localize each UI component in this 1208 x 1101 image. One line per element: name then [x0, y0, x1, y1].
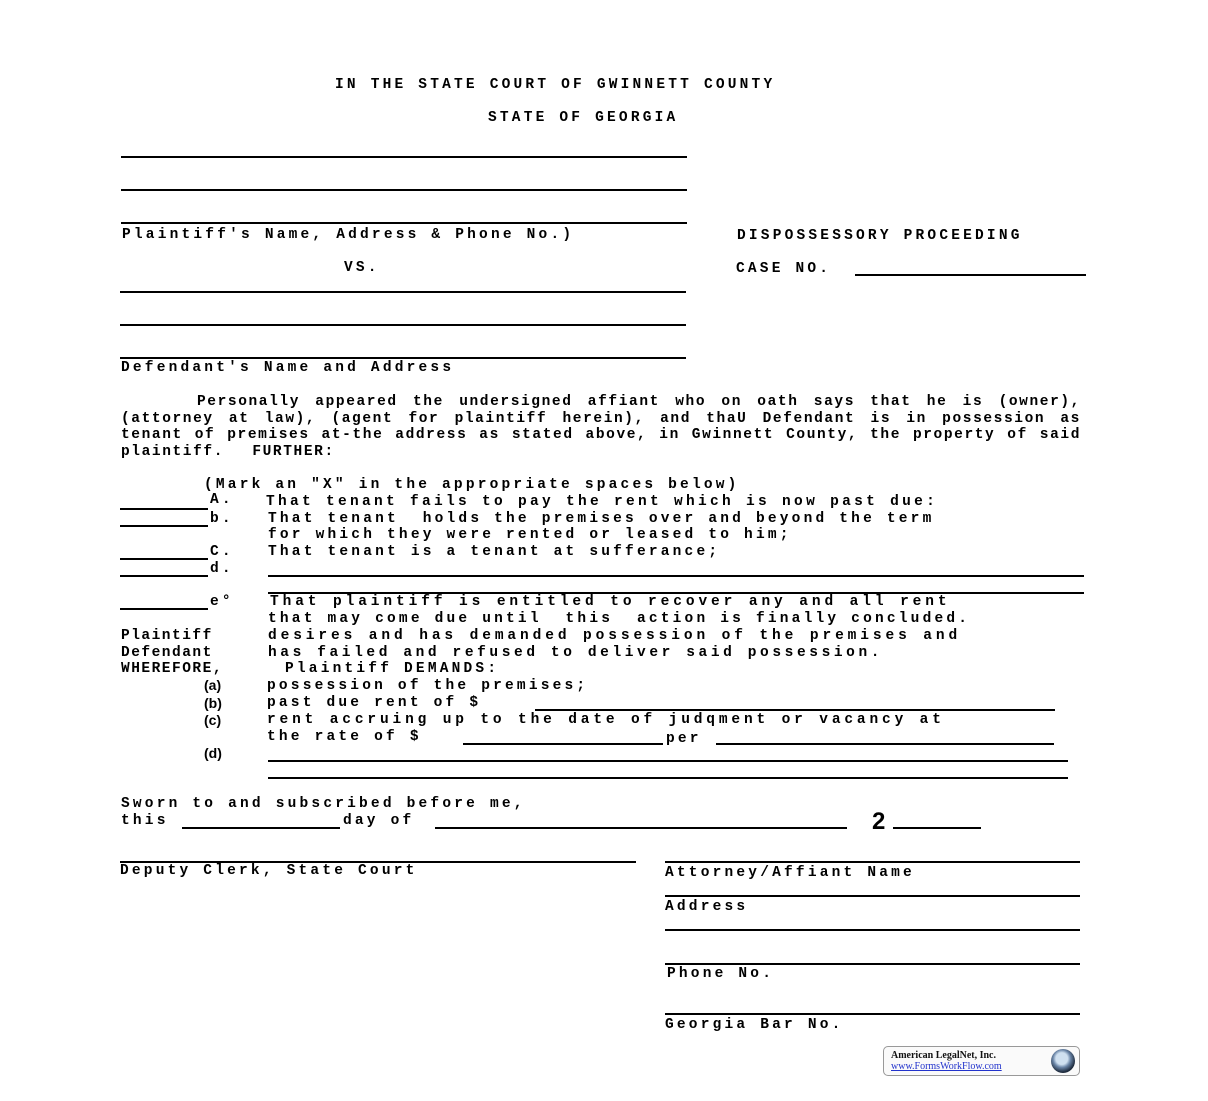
- clerk-label: Deputy Clerk, State Court: [120, 863, 418, 879]
- defendant-word: Defendant: [121, 645, 213, 661]
- option-e-text-1: That plaintiff is entitled to recover any and all rent: [270, 594, 951, 610]
- demands-label: Plaintiff DEMANDS:: [285, 661, 500, 677]
- demand-c-rate-text: the rate of $: [267, 729, 422, 745]
- rate-amount-field[interactable]: [463, 743, 663, 745]
- state-title: STATE OF GEORGIA: [488, 110, 679, 126]
- case-no-field[interactable]: [855, 274, 1086, 276]
- wherefore-label: WHEREFORE,: [121, 661, 224, 677]
- demand-d-label: (d): [204, 745, 222, 761]
- logo-url-link[interactable]: www.FormsWorkFlow.com: [891, 1061, 1002, 1072]
- demand-d-field-1[interactable]: [268, 760, 1068, 762]
- defendant-line-1[interactable]: [120, 291, 686, 293]
- address-label: Address: [665, 899, 749, 915]
- logo-company: American LegalNet, Inc.: [891, 1050, 996, 1061]
- checkbox-line-e[interactable]: [120, 608, 208, 610]
- vs-label: VS.: [344, 260, 380, 276]
- plaintiff-label: Plaintiff's Name, Address & Phone No.): [122, 227, 575, 243]
- affidavit-paragraph: [121, 394, 1081, 461]
- year-field[interactable]: [893, 827, 981, 829]
- demand-b-text: past due rent of $: [267, 695, 482, 711]
- month-field[interactable]: [435, 827, 847, 829]
- demand-c-label: (c): [204, 712, 222, 728]
- attorney-name-label: Attorney/Affiant Name: [665, 865, 915, 881]
- defendant-label: Defendant's Name and Address: [121, 360, 455, 376]
- plaintiff-desires-text: desires and has demanded possession of the premises and: [268, 628, 962, 644]
- demand-a-label: (a): [204, 677, 222, 693]
- address-line-1[interactable]: [665, 895, 1080, 897]
- checkbox-line-d[interactable]: [120, 575, 208, 577]
- affidavit-text: Personally appeared the undersigned affiant who on oath says that he is (owner), (attorney at law), (agent for plaintiff herein), and thaU Defendant is in possession as tenant of premises at-the address as stated above, in Gwinnett County, the property of said plaintiff.: [121, 394, 1081, 461]
- legalnet-logo[interactable]: [883, 1046, 1080, 1076]
- phone-line[interactable]: [665, 963, 1080, 965]
- demand-d-field-2[interactable]: [268, 777, 1068, 779]
- option-b-text-2: for which they were rented or leased to him;: [268, 527, 792, 543]
- per-label: per: [666, 731, 702, 747]
- option-a-letter: A.: [210, 492, 234, 508]
- year-prefix: 2: [872, 808, 889, 835]
- instruction-text: (Mark an "X" in the appropriate spaces below): [204, 477, 740, 493]
- sworn-text: Sworn to and subscribed before me,: [121, 796, 526, 812]
- checkbox-line-c[interactable]: [120, 558, 208, 560]
- plaintiff-line-2[interactable]: [121, 189, 687, 191]
- case-no-label: CASE NO.: [736, 261, 832, 277]
- option-e-letter: e°: [210, 594, 234, 610]
- attorney-name-line[interactable]: [665, 861, 1080, 863]
- option-d-letter: d.: [210, 561, 234, 577]
- option-a-text: That tenant fails to pay the rent which is now past due:: [266, 494, 939, 510]
- option-d-field-1[interactable]: [268, 575, 1084, 577]
- bar-no-label: Georgia Bar No.: [665, 1017, 844, 1033]
- day-of-label: day of: [343, 813, 415, 829]
- checkbox-line-a[interactable]: [120, 508, 208, 510]
- defendant-line-3[interactable]: [120, 357, 686, 359]
- option-c-letter: C.: [210, 544, 234, 560]
- this-label: this: [121, 813, 169, 829]
- option-b-text-1: That tenant holds the premises over and beyond the term: [268, 511, 935, 527]
- globe-icon: [1051, 1049, 1075, 1073]
- plaintiff-word: Plaintiff: [121, 628, 213, 644]
- court-title: IN THE STATE COURT OF GWINNETT COUNTY: [335, 77, 776, 93]
- dispossessory-title: DISPOSSESSORY PROCEEDING: [737, 228, 1023, 244]
- option-e-text-2: that may come due until this action is finally concluded.: [268, 611, 971, 627]
- phone-label: Phone No.: [667, 966, 775, 982]
- option-c-text: That tenant is a tenant at sufferance;: [268, 544, 721, 560]
- further-label: FURTHER:: [252, 444, 335, 461]
- past-due-rent-field[interactable]: [535, 709, 1055, 711]
- demand-a-text: possession of the premises;: [267, 678, 589, 694]
- address-line-2[interactable]: [665, 929, 1080, 931]
- option-b-letter: b.: [210, 511, 234, 527]
- rate-period-field[interactable]: [716, 743, 1054, 745]
- day-field[interactable]: [182, 827, 340, 829]
- demand-c-text: rent accruing up to the date of judqment or vacancy at: [267, 712, 945, 728]
- demand-b-label: (b): [204, 695, 222, 711]
- defendant-failed-text: has failed and refused to deliver said possession.: [268, 645, 884, 661]
- defendant-line-2[interactable]: [120, 324, 686, 326]
- checkbox-line-b[interactable]: [120, 525, 208, 527]
- plaintiff-line-1[interactable]: [121, 156, 687, 158]
- bar-no-line[interactable]: [665, 1013, 1080, 1015]
- plaintiff-line-3[interactable]: [121, 222, 687, 224]
